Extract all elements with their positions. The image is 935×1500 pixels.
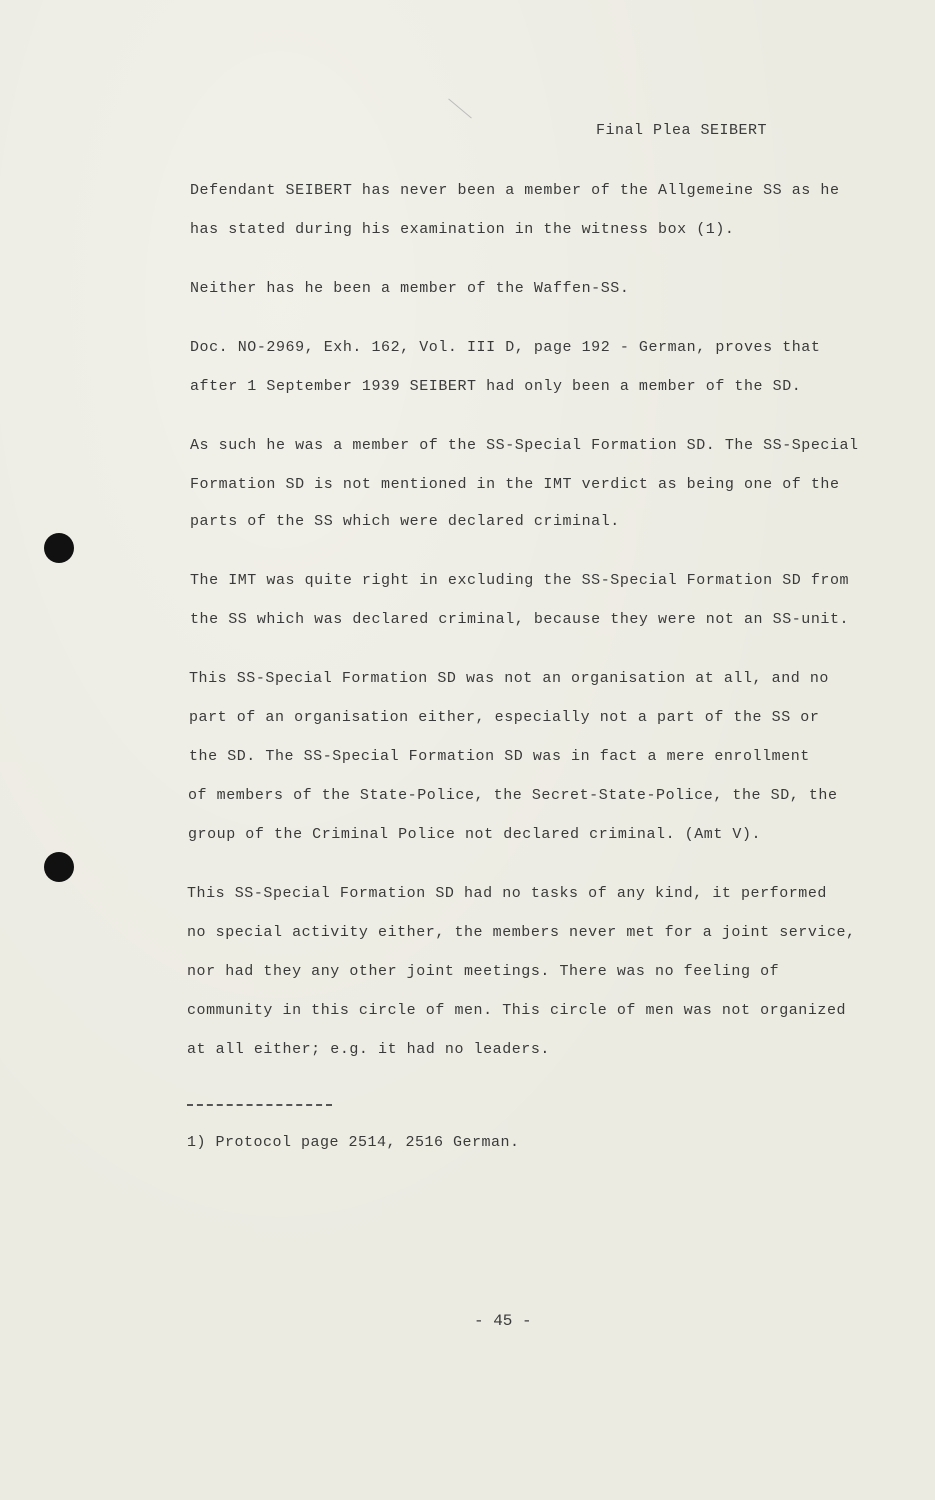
body-line: nor had they any other joint meetings. There was no feeling of	[187, 963, 780, 980]
footnote-separator	[187, 1104, 332, 1106]
paper-scratch-mark	[448, 98, 472, 118]
body-line: Neither has he been a member of the Waffen-SS.	[190, 280, 630, 297]
body-line: Defendant SEIBERT has never been a member of the Allgemeine SS as he	[190, 182, 840, 199]
body-line: at all either; e.g. it had no leaders.	[187, 1041, 550, 1058]
punch-hole-bottom	[44, 852, 74, 882]
body-line: This SS-Special Formation SD had no tasks of any kind, it performed	[187, 885, 827, 902]
page-number: - 45 -	[474, 1312, 532, 1330]
body-line: This SS-Special Formation SD was not an organisation at all, and no	[189, 670, 829, 687]
body-line: Formation SD is not mentioned in the IMT verdict as being one of the	[190, 476, 840, 493]
body-line: of members of the State-Police, the Secret-State-Police, the SD, the	[188, 787, 838, 804]
body-line: the SS which was declared criminal, because they were not an SS-unit.	[190, 611, 850, 628]
body-line: after 1 September 1939 SEIBERT had only been a member of the SD.	[190, 378, 802, 395]
body-line: the SD. The SS-Special Formation SD was in fact a mere enrollment	[189, 748, 810, 765]
body-line: community in this circle of men. This circle of men was not organized	[187, 1002, 847, 1019]
body-line: no special activity either, the members never met for a joint service,	[187, 924, 856, 941]
body-line: group of the Criminal Police not declared criminal. (Amt V).	[188, 826, 762, 843]
body-line: The IMT was quite right in excluding the SS-Special Formation SD from	[190, 572, 850, 589]
body-line: parts of the SS which were declared criminal.	[190, 513, 620, 530]
body-line: As such he was a member of the SS-Special Formation SD. The SS-Special	[190, 437, 859, 454]
punch-hole-top	[44, 533, 74, 563]
body-line: has stated during his examination in the witness box (1).	[190, 221, 735, 238]
body-line: Doc. NO-2969, Exh. 162, Vol. III D, page 192 - German, proves that	[190, 339, 821, 356]
body-line: part of an organisation either, especially not a part of the SS or	[189, 709, 820, 726]
footnote: 1) Protocol page 2514, 2516 German.	[187, 1134, 520, 1151]
page-header-title: Final Plea SEIBERT	[596, 122, 768, 139]
